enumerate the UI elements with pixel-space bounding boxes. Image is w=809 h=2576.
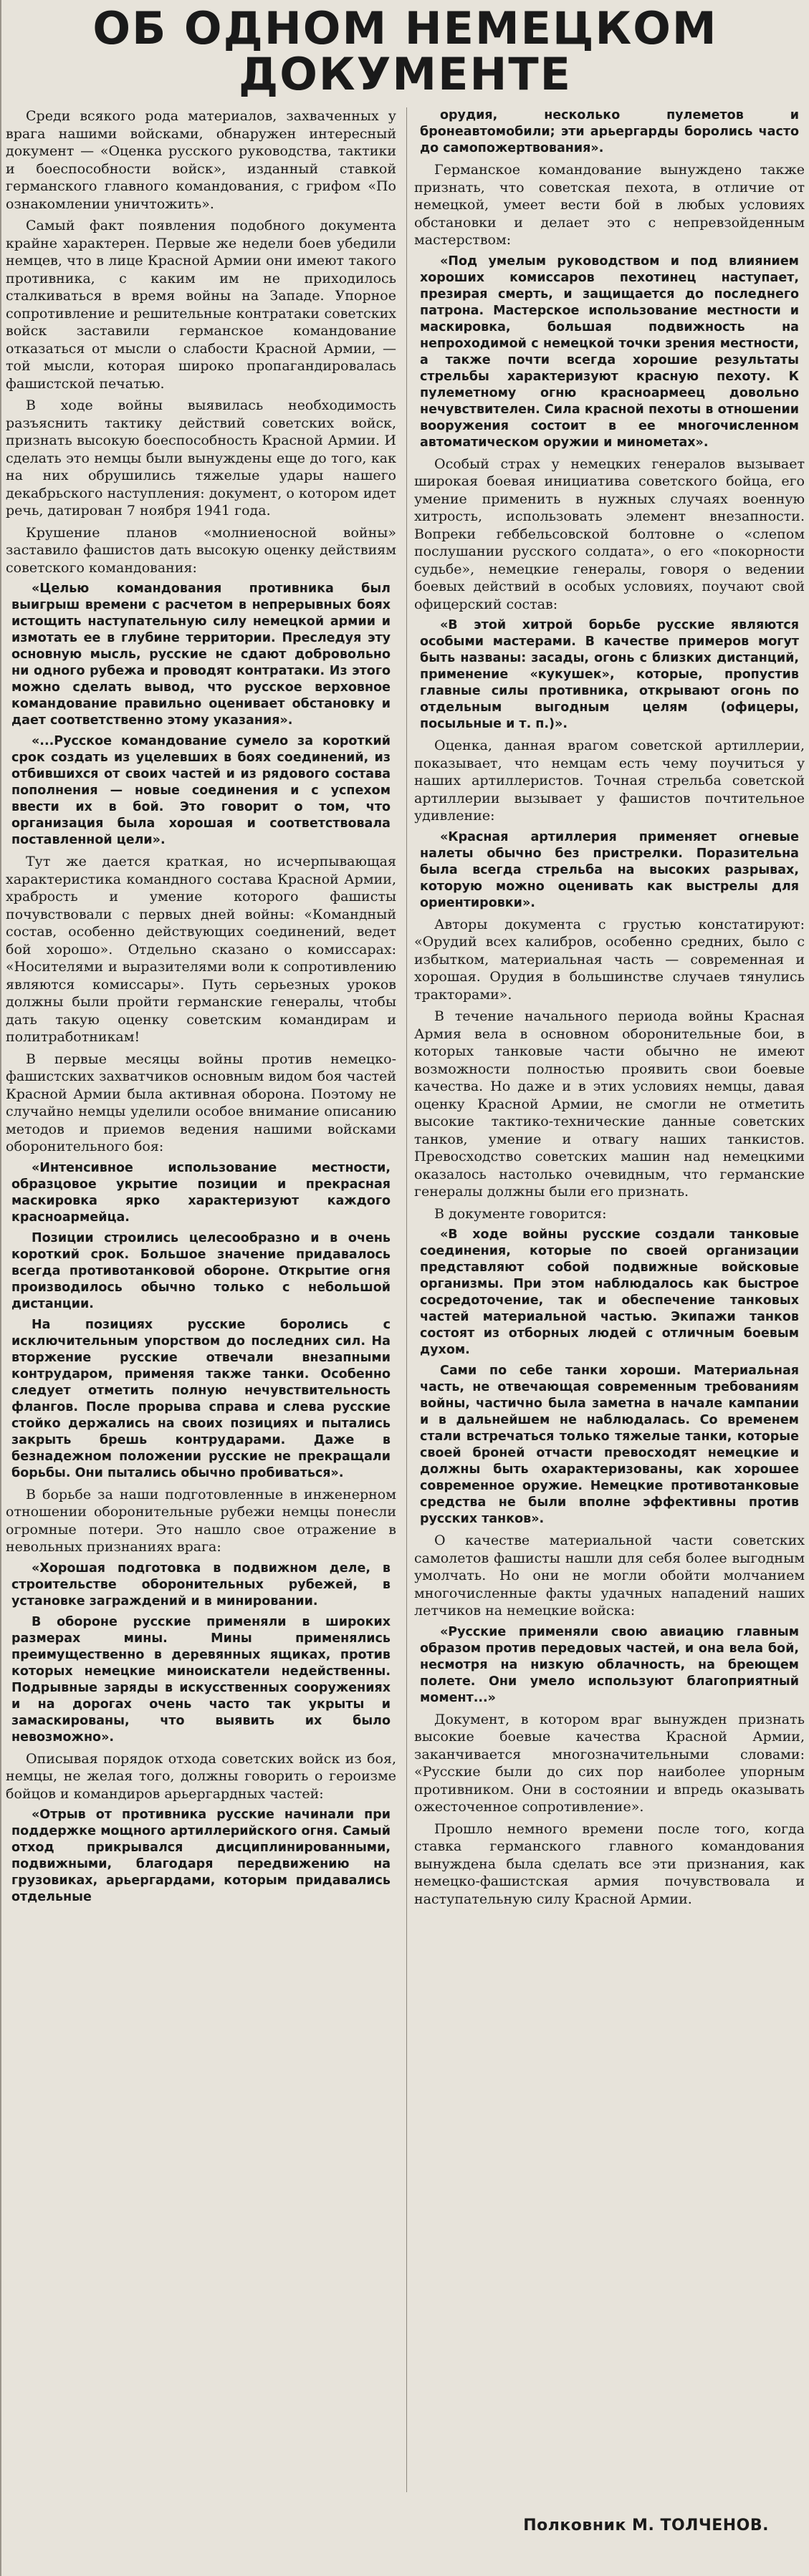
paragraph: Особый страх у немецких генералов вызывает широкая боевая инициатива советского бойца, его умение применить в нужных случаях военную хитрость, использовать элемент внезапности. Вопреки геббельсовской болтовне о «слепом послушании русского солдата», о его «покорности судьбе», немецкие генералы, говоря о ведении боевых действий в особых условиях, поучают свой офицерский состав:	[414, 455, 805, 612]
paragraph: В борьбе за наши подготовленные в инженерном отношении оборонительные рубежи немцы понесли огромные потери. Это нашло свое отражение в невольных признаниях врага:	[6, 1486, 396, 1555]
paragraph: Оценка, данная врагом советской артиллерии, показывает, что немцам есть чему поучиться у наших артиллеристов. Точная стрельба советской артиллерии вызывает у фашистов почтительное удивление:	[414, 738, 805, 824]
quoted-paragraph: Сами по себе танки хороши. Материальная часть, не отвечающая современным требованиям войны, частично была заметна в начале кампании и в дальнейшем не наблюдалась. Со временем стали встречаться только тяжелые танки, которые своей броней отчасти превосходят немецкие и должны быть охарактеризованы, как хорошее современное оружие. Немецкие противотанковые средства не были вполне эффективны против русских танков».	[420, 1364, 799, 1526]
headline-line-1: ОБ ОДНОМ НЕМЕЦКОМ	[92, 6, 718, 54]
paragraph: Германское командование вынуждено также признать, что советская пехота, в отличие от немецкой, умеет вести бой в любых условиях обстановки и делает это с непревзойденным мастерством:	[414, 162, 805, 248]
quoted-paragraph: «Хорошая подготовка в подвижном деле, в строительстве оборонительных рубежей, в установке заграждений и в минировании.	[11, 1560, 391, 1608]
quoted-paragraph: «В этой хитрой борьбе русские являются особыми мастерами. В качестве примеров могут быть названы: засады, огонь с близких дистанций, применение «кукушек», которые, пропустив главные силы противника, открывают огонь по отдельным выгодным целям (офицеры, посыльные и т. п.)».	[420, 618, 799, 731]
paragraph: В течение начального периода войны Красная Армия вела в основном оборонительные бои, в которых танковые части обычно не имеют возможности полностью проявить свои боевые качества. Но даже и в этих условиях немцы, давая оценку Красной Армии, не смогли не отметить высокие тактико-технические данные советских танков, умение и отвагу наших танкистов. Превосходство советских машин над немецкими оказалось настолько очевидным, что германские генералы должны были его признать.	[414, 1008, 805, 1200]
quoted-paragraph: В обороне русские применяли в широких размерах мины. Мины применялись преимущественно в деревянных ящиках, против которых немецкие миноискатели недейственны. Подрывные заряды в искусственных сооружениях и на дорогах очень часто так укрыты и замаскированы, что выявить их было невозможно».	[11, 1614, 391, 1745]
paragraph: О качестве материальной части советских самолетов фашисты нашли для себя более выгодным умолчать. Но они не могли обойти молчанием многочисленные факты удачных нападений наших летчиков на немецкие войска:	[414, 1533, 805, 1619]
paragraph: В документе говорится:	[434, 1205, 607, 1222]
paragraph: Крушение планов «молниеносной войны» заставило фашистов дать высокую оценку действиям советского командования:	[6, 524, 396, 576]
paragraph: В первые месяцы войны против немецко-фашистских захватчиков основным видом боя частей Красной Армии была активная оборона. Поэтому не случайно немцы уделили особое внимание описанию методов и приемов ведения нашими войсками оборонительного боя:	[6, 1051, 396, 1154]
quoted-paragraph: «Русские применяли свою авиацию главным образом против передовых частей, и она вела бой, несмотря на низкую облачность, на бреющем полете. Они умело используют благоприятный момент...»	[420, 1624, 799, 1705]
paragraph: Прошло немного времени после того, когда ставка германского главного командования вынуждена была сделать все эти признания, как немецко-фашистская армия почувствовала и наступательную силу Красной Армии.	[414, 1820, 805, 1907]
article-column-left	[6, 107, 396, 2492]
paragraph: Описывая порядок отхода советских войск из боя, немцы, не желая того, должны говорить о героизме бойцов и командиров арьергардных частей:	[6, 1750, 396, 1802]
article-body	[6, 107, 805, 2492]
quoted-paragraph: орудия, несколько пулеметов и бронеавтомобили; эти арьергарды боролись часто до самопожертвования».	[420, 108, 799, 155]
paragraph: Документ, в котором враг вынужден признать высокие боевые качества Красной Армии, заканчивается многозначительными словами: «Русские были до сих пор наиболее упорным противником. Они в состоянии и впредь оказывать ожесточенное сопротивление».	[414, 1711, 805, 1815]
paragraph: Самый факт появления подобного документа крайне характерен. Первые же недели боев убедили немцев, что в лице Красной Армии они имеют такого противника, с каким им не приходилось сталкиваться в время войны на Западе. Упорное сопротивление и решительные контратаки советских войск заставили германское командование отказаться от мысли о слабости Красной Армии, — той мысли, которая широко пропагандировалась фашистской печатью.	[6, 218, 396, 392]
quoted-paragraph: «Красная артиллерия применяет огневые налеты обычно без пристрелки. Поразительна была всегда стрельба на высоких разрывах, которую можно оценивать как выстрелы для ориентировки».	[420, 829, 799, 910]
article-headline	[6, 6, 805, 97]
quoted-paragraph: Позиции строились целесообразно и в очень короткий срок. Большое значение придавалось всегда противотанковой обороне. Открытие огня производилось обычно только с небольшой дистанции.	[11, 1230, 391, 1311]
quoted-paragraph: «Под умелым руководством и под влиянием хороших комиссаров пехотинец наступает, презирая смерть, и защищается до последнего патрона. Мастерское использование местности и маскировка, большая подвижность на непроходимой с немецкой точки зрения местности, а также почти всегда хорошие результаты стрельбы характеризуют красную пехоту. К пулеметному огню красноармеец довольно нечувствителен. Сила красной пехоты в отношении вооружения состоит в ее многочисленном автоматическом оружии и минометах».	[420, 254, 799, 450]
quoted-paragraph: «...Русское командование сумело за короткий срок создать из уцелевших в боях соединений, из отбившихся от своих частей и из рядового состава пополнения — новые соединения и с успехом ввести их в бой. Это говорит о том, что организация была хорошая и соответствовала поставленной цели».	[11, 734, 391, 847]
paragraph: Авторы документа с грустью констатируют: «Орудий всех калибров, особенно средних, было с избытком, материальная часть — современная и хорошая. Орудия в большинстве случаев тянулись тракторами».	[414, 916, 805, 1003]
quoted-paragraph: «Целью командования противника был выигрыш времени с расчетом в непрерывных боях истощить наступательную силу немецкой армии и измотать ее в глубине территории. Преследуя эту основную мысль, русские не сдают добровольно ни одного рубежа и проводят контратаки. Из этого можно сделать вывод, что русское верховное командование правильно оценивает обстановку и дает соответственно этому указания».	[11, 582, 391, 728]
author-signature: Полковник М. ТОЛЧЕНОВ.	[523, 2517, 769, 2534]
quoted-paragraph: «Интенсивное использование местности, образцовое укрытие позиции и прекрасная маскировка ярко характеризуют каждого красноармейца.	[11, 1160, 391, 1225]
quoted-paragraph: «В ходе войны русские создали танковые соединения, которые по своей организации представляют собой подвижные войсковые организмы. При этом наблюдалось как быстрое сосредоточение, так и обеспечение танковых частей материальной частью. Экипажи танков состоят из отборных людей с отличным боевым духом.	[420, 1227, 799, 1357]
article-column-right	[406, 107, 805, 2492]
paragraph: В ходе войны выявилась необходимость разъяснить тактику действий советских войск, признать высокую боеспособность Красной Армии. И сделать это немцы были вынуждены еще до того, как на них обрушились тяжелые удары нашего декабрьского наступления: документ, о котором идет речь, датирован 7 ноября 1941 года.	[6, 397, 396, 518]
quoted-paragraph: «Отрыв от противника русские начинали при поддержке мощного артиллерийского огня. Самый отход прикрывался дисциплинированными, подвижными, благодаря передвижению на грузовиках, арьергардами, которым придавались отдельные	[11, 1808, 391, 1904]
paragraph: Тут же дается краткая, но исчерпывающая характеристика командного состава Красной Армии, храбрость и умение которого фашисты почувствовали с первых дней войны: «Командный состав, особенно действующих соединений, ведет бой хорошо». Отдельно сказано о комиссарах: «Носителями и выразителями воли к сопротивлению являются комиссары». Путь серьезных уроков должны были пройти германские генералы, чтобы дать такую оценку советским командирам и политработникам!	[6, 854, 396, 1045]
quoted-paragraph: На позициях русские боролись с исключительным упорством до последних сил. На вторжение русские отвечали внезапными контрударом, применяя также танки. Особенно следует отметить полную нечувствительность флангов. После прорыва справа и слева русские стойко держались на своих позициях и пытались закрыть брешь контрударами. Даже в безнадежном положении русские не прекращали борьбы. Они пытались обычно пробиваться».	[11, 1317, 391, 1480]
headline-line-2: ДОКУМЕНТЕ	[239, 48, 572, 97]
paragraph: Среди всякого рода материалов, захваченных у врага нашими войсками, обнаружен интересный документ — «Оценка русского руководства, тактики и боеспособности войск», изданный ставкой германского главного командования, с грифом «По ознакомлении уничтожить».	[6, 108, 396, 212]
